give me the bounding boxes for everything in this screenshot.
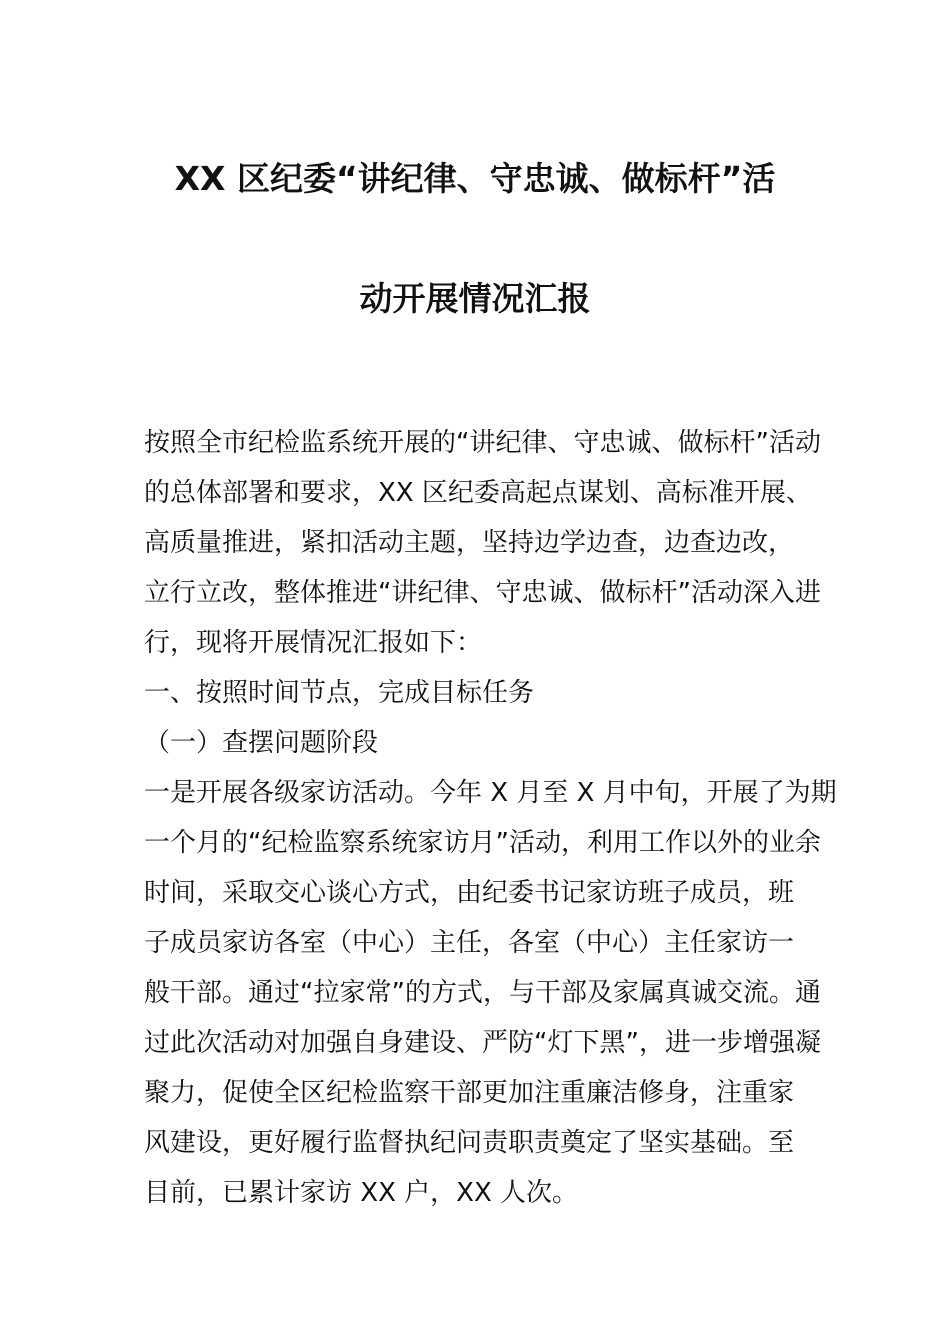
body-line: 般干部。通过“拉家常”的方式，与干部及家属真诚交流。通	[144, 978, 821, 1008]
body-line: 按照全市纪检监系统开展的“讲纪律、守忠诚、做标杆”活动	[144, 428, 821, 458]
subsection-heading: （一）查摆问题阶段	[144, 728, 379, 758]
body-line: 子成员家访各室（中心）主任，各室（中心）主任家访一	[144, 928, 795, 958]
body-line: 立行立改，整体推进“讲纪律、守忠诚、做标杆”活动深入进	[144, 578, 821, 608]
body-line: 一个月的“纪检监察系统家访月”活动，利用工作以外的业余	[144, 828, 821, 858]
body-line: 时间，采取交心谈心方式，由纪委书记家访班子成员，班	[144, 878, 795, 908]
body-line: 风建设，更好履行监督执纪问责职责奠定了坚实基础。至	[144, 1128, 795, 1158]
body-line: 过此次活动对加强自身建设、严防“灯下黑”，进一步增强凝	[144, 1028, 821, 1058]
document-body	[144, 418, 837, 1218]
body-line: 高质量推进，紧扣活动主题，坚持边学边查，边查边改，	[144, 528, 795, 558]
body-line: 行，现将开展情况汇报如下：	[144, 628, 483, 658]
body-line: 目前，已累计家访 XX 户，XX 人次。	[144, 1178, 579, 1208]
body-line: 聚力，促使全区纪检监察干部更加注重廉洁修身，注重家	[144, 1078, 795, 1108]
body-line: 一是开展各级家访活动。今年 X 月至 X 月中旬，开展了为期	[144, 778, 837, 808]
body-line: 的总体部署和要求，XX 区纪委高起点谋划、高标准开展、	[144, 478, 812, 508]
document-title-line-1: XX 区纪委“讲纪律、守忠诚、做标杆”活	[174, 159, 776, 198]
document-title-line-2: 动开展情况汇报	[359, 279, 591, 318]
section-heading: 一、按照时间节点，完成目标任务	[144, 678, 535, 708]
